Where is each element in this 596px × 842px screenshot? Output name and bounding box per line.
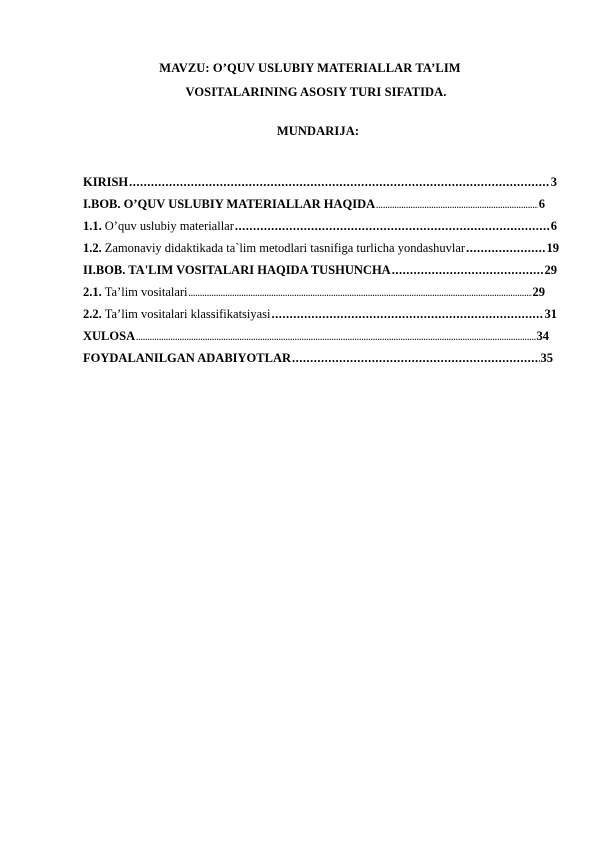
toc-page-number: 31 [544,307,557,321]
toc-entry-title: Ta’lim vositalari [104,285,188,299]
toc-entry-2-1 [83,285,545,301]
toc-entry-chapter-2 [83,263,557,279]
toc-entry-references [83,351,553,367]
toc-entry-title: XULOSA [83,329,136,343]
toc-entry-1-2 [83,241,559,257]
toc-page-number: 6 [538,197,545,211]
toc-dot-leader [129,175,550,190]
toc-page-number: 3 [550,175,557,189]
toc-page-number: 6 [550,219,557,233]
toc-dot-leader [189,285,532,300]
toc-entry-2-2 [83,307,557,323]
toc-entry-title: O’quv uslubiy materiallar [104,219,234,233]
toc-dot-leader [392,263,544,278]
toc-page-number: 35 [540,351,553,365]
toc-dot-leader [136,329,535,344]
toc-entry-number: 1.1. [83,219,102,233]
toc-dot-leader [272,307,544,322]
toc-entry-xulosa [83,329,549,345]
document-title-line-2: VOSITALARINING ASOSIY TURI SIFATIDA. [185,85,447,99]
toc-entry-title: KIRISH [83,175,129,189]
toc-entry-title: Zamonaviy didaktikada ta`lim metodlari tasnifiga turlicha yondashuvlar [104,241,466,255]
toc-entry-title: II.BOB. TA'LIM VOSITALARI HAQIDA TUSHUNCHA [83,263,391,277]
toc-entry-number: 2.1. [83,285,102,299]
toc-dot-leader [235,219,550,234]
toc-entry-number: 2.2. [83,307,102,321]
toc-entry-number: 1.2. [83,241,102,255]
toc-entry-kirish [83,175,557,191]
toc-page-number: 29 [544,263,557,277]
toc-entry-1-1 [83,219,557,235]
toc-dot-leader [376,197,538,212]
contents-heading: MUNDARIJA: [276,124,360,138]
toc-dot-leader [466,241,545,256]
toc-page-number: 29 [532,285,545,299]
toc-entry-title: Ta’lim vositalari klassifikatsiyasi [104,307,271,321]
toc-entry-title: FOYDALANILGAN ADABIYOTLAR [83,351,292,365]
toc-entry-chapter-1 [83,197,545,213]
document-title-line-1: MAVZU: O’QUV USLUBIY MATERIALLAR TA’LIM [159,61,461,75]
toc-page-number: 19 [546,241,559,255]
toc-page-number: 34 [536,329,549,343]
toc-entry-title: I.BOB. O’QUV USLUBIY MATERIALLAR HAQIDA [83,197,376,211]
toc-dot-leader [292,351,539,366]
